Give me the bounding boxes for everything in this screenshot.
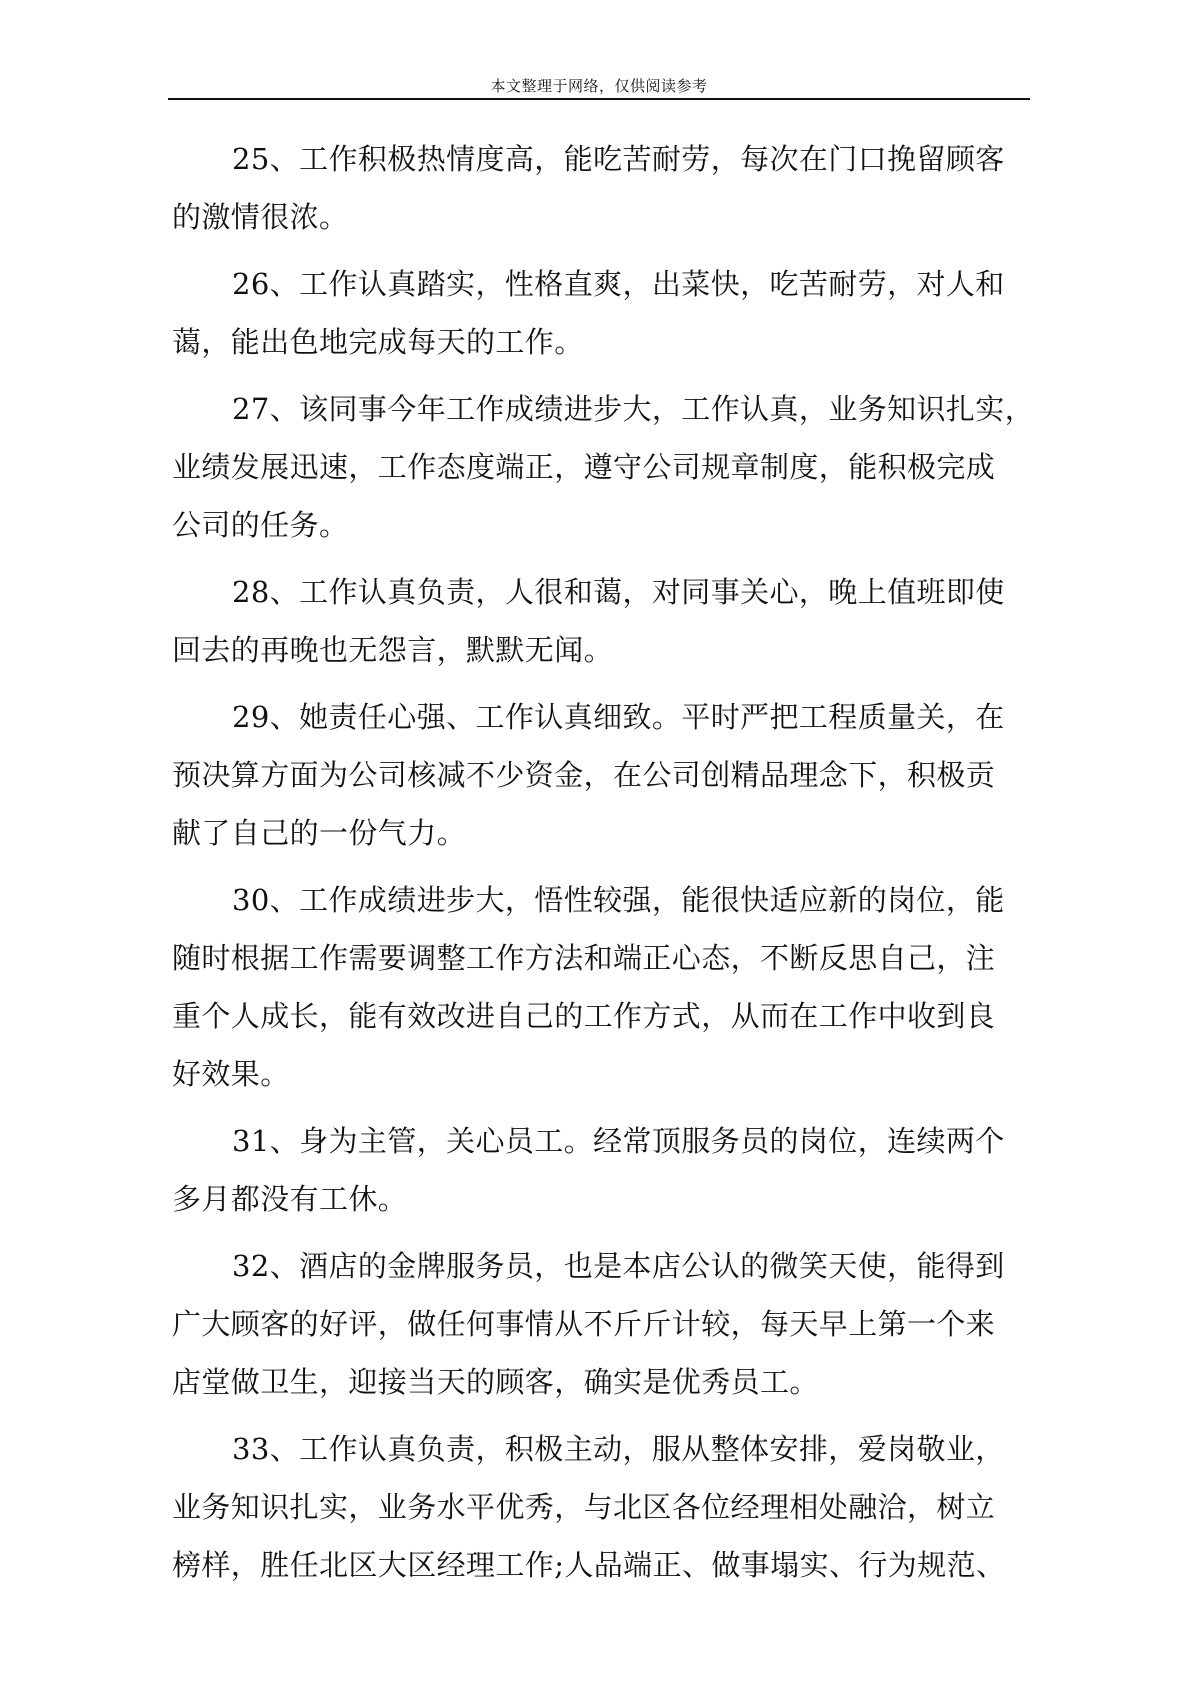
paragraph-33 xyxy=(172,1420,1034,1594)
paragraph-line: 29、她责任心强、工作认真细致。平时严把工程质量关，在 xyxy=(232,700,1005,734)
paragraph-line: 多月都没有工休。 xyxy=(172,1182,408,1216)
paragraph-line: 26、工作认真踏实，性格直爽，出菜快，吃苦耐劳，对人和 xyxy=(232,267,1005,301)
paragraph-line: 献了自己的一份气力。 xyxy=(172,816,467,850)
paragraph-26 xyxy=(172,255,1034,371)
page-header: 本文整理于网络，仅供阅读参考 xyxy=(490,77,708,95)
paragraph-line: 广大顾客的好评，做任何事情从不斤斤计较，每天早上第一个来 xyxy=(172,1307,996,1341)
paragraph-30 xyxy=(172,871,1034,1103)
paragraph-line: 31、身为主管，关心员工。经常顶服务员的岗位，连续两个 xyxy=(232,1124,1005,1158)
paragraph-line: 30、工作成绩进步大，悟性较强，能很快适应新的岗位，能 xyxy=(232,883,1005,917)
document-body xyxy=(172,130,1034,1603)
paragraph-line: 32、酒店的金牌服务员，也是本店公认的微笑天使，能得到 xyxy=(232,1249,1005,1283)
paragraph-27 xyxy=(172,380,1034,554)
paragraph-line: 店堂做卫生，迎接当天的顾客，确实是优秀员工。 xyxy=(172,1365,819,1399)
paragraph-line: 预决算方面为公司核减不少资金，在公司创精品理念下，积极贡 xyxy=(172,758,996,792)
paragraph-line: 业务知识扎实，业务水平优秀，与北区各位经理相处融洽，树立 xyxy=(172,1490,996,1524)
paragraph-31 xyxy=(172,1112,1034,1228)
paragraph-line: 33、工作认真负责，积极主动，服从整体安排，爱岗敬业， xyxy=(232,1432,1005,1466)
paragraph-28 xyxy=(172,563,1034,679)
header-rule xyxy=(168,98,1030,100)
paragraph-line: 好效果。 xyxy=(172,1057,290,1091)
paragraph-line: 蔼，能出色地完成每天的工作。 xyxy=(172,325,584,359)
paragraph-29 xyxy=(172,688,1034,862)
paragraph-25 xyxy=(172,130,1034,246)
paragraph-line: 榜样，胜任北区大区经理工作;人品端正、做事塌实、行为规范、 xyxy=(172,1548,1006,1582)
paragraph-32 xyxy=(172,1237,1034,1411)
paragraph-line: 27、该同事今年工作成绩进步大，工作认真，业务知识扎实， xyxy=(232,392,1035,426)
paragraph-line: 随时根据工作需要调整工作方法和端正心态，不断反思自己，注 xyxy=(172,941,996,975)
paragraph-line: 回去的再晚也无怨言，默默无闻。 xyxy=(172,633,614,667)
paragraph-line: 25、工作积极热情度高，能吃苦耐劳，每次在门口挽留顾客 xyxy=(232,142,1005,176)
paragraph-line: 公司的任务。 xyxy=(172,508,349,542)
paragraph-line: 的激情很浓。 xyxy=(172,200,349,234)
paragraph-line: 重个人成长，能有效改进自己的工作方式，从而在工作中收到良 xyxy=(172,999,996,1033)
paragraph-line: 28、工作认真负责，人很和蔼，对同事关心，晚上值班即使 xyxy=(232,575,1005,609)
paragraph-line: 业绩发展迅速，工作态度端正，遵守公司规章制度，能积极完成 xyxy=(172,450,996,484)
